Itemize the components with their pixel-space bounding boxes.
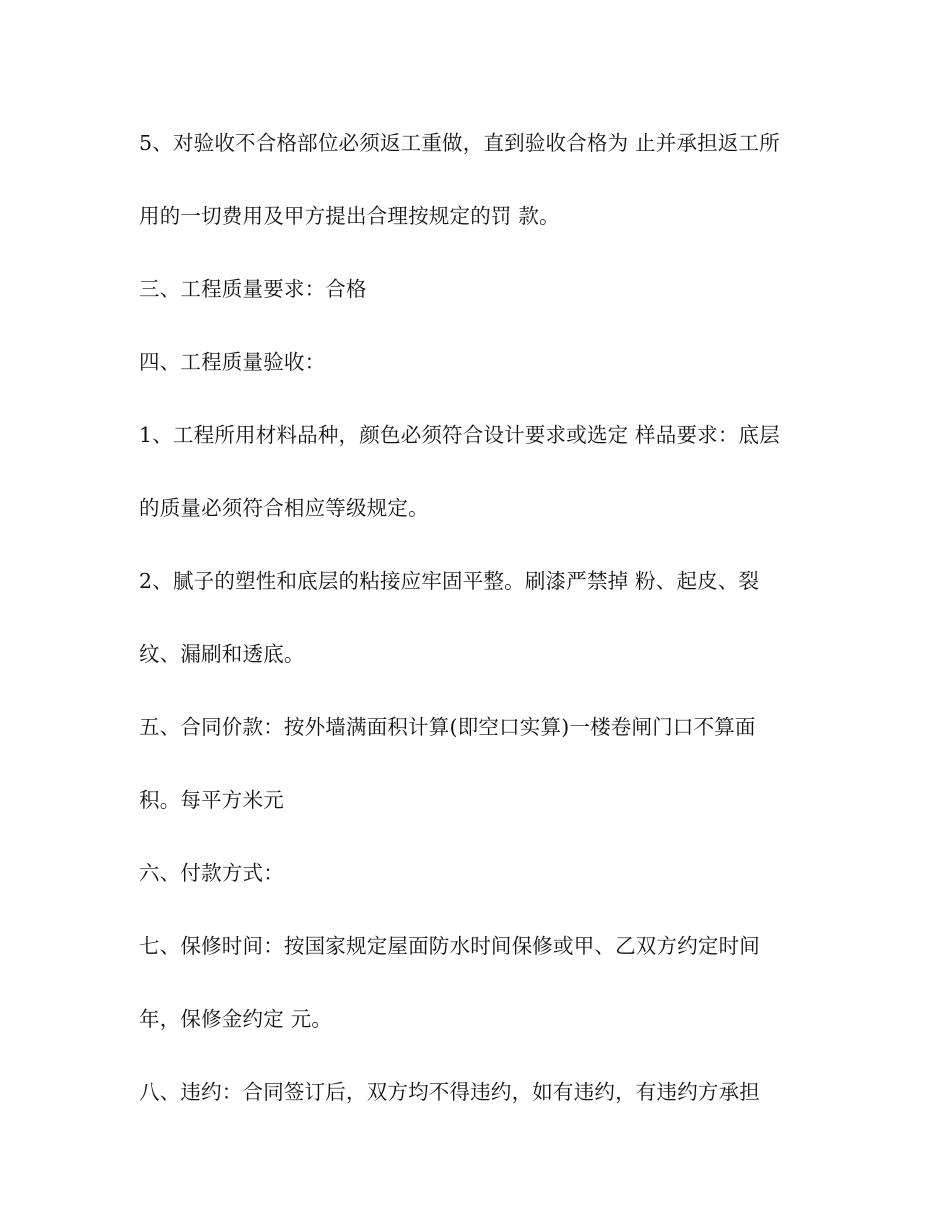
- text-line: 积。每平方米元: [139, 788, 284, 812]
- text-line: 七、保修时间：按国家规定屋面防水时间保修或甲、乙双方约定时间: [139, 934, 760, 958]
- text-line: 年，保修金约定 元。: [139, 1007, 333, 1031]
- text-line: 八、违约：合同签订后，双方均不得违约，如有违约，有违约方承担: [139, 1080, 760, 1104]
- text-line: 六、付款方式：: [139, 861, 284, 885]
- text-line: 三、工程质量要求：合格: [139, 277, 367, 301]
- text-line: 五、合同价款：按外墙满面积计算(即空口实算)一楼卷闸门口不算面: [139, 715, 756, 739]
- text-line: 四、工程质量验收：: [139, 350, 326, 374]
- text-line: 用的一切费用及甲方提出合理按规定的罚 款。: [139, 204, 560, 228]
- text-line: 的质量必须符合相应等级规定。: [139, 496, 429, 520]
- text-line: 纹、漏刷和透底。: [139, 642, 305, 666]
- text-line: 5、对验收不合格部位必须返工重做，直到验收合格为 止并承担返工所: [139, 131, 780, 155]
- text-line: 2、腻子的塑性和底层的粘接应牢固平整。刷漆严禁掉 粉、起皮、裂: [139, 569, 760, 593]
- text-line: 1、工程所用材料品种，颜色必须符合设计要求或选定 样品要求：底层: [139, 423, 780, 447]
